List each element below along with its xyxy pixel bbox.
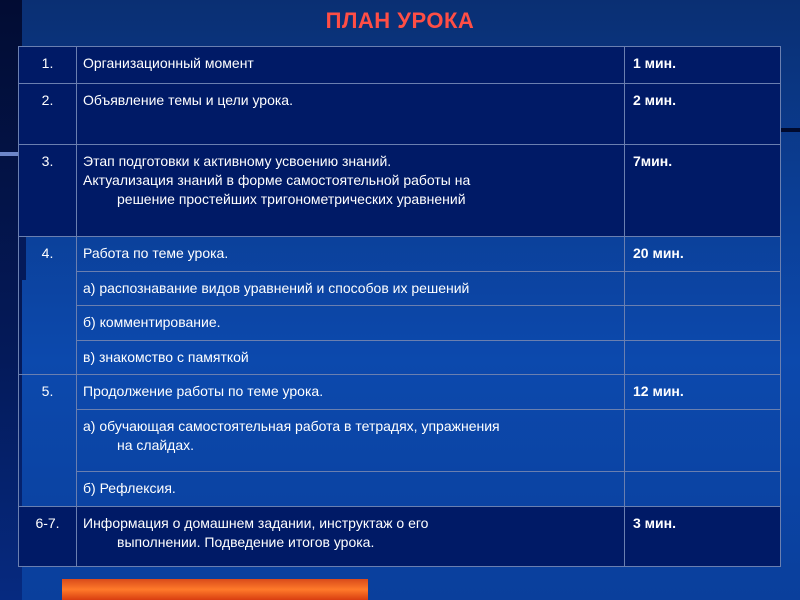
row-description — [77, 272, 625, 306]
row-description — [77, 410, 625, 472]
row-description — [77, 237, 625, 272]
table-row — [19, 47, 781, 84]
row-duration: 20 мин. — [625, 237, 781, 272]
row-number: 4. — [19, 237, 77, 375]
row-description — [77, 472, 625, 507]
description-line: Информация о домашнем задании, инструктаж о его — [83, 515, 429, 531]
slide-title: ПЛАН УРОКА — [325, 8, 475, 33]
row-duration — [625, 341, 781, 375]
description-line: б) Рефлексия. — [83, 480, 176, 496]
description-line: Продолжение работы по теме урока. — [83, 383, 324, 399]
description-line: б) комментирование. — [83, 314, 221, 330]
description-line: решение простейших тригонометрических уравнений — [117, 191, 466, 207]
table-row — [19, 341, 781, 375]
table-row — [19, 507, 781, 567]
table-row — [19, 272, 781, 306]
row-number: 2. — [19, 84, 77, 145]
row-description — [77, 84, 625, 145]
row-duration: 1 мин. — [625, 47, 781, 84]
description-line: Работа по теме урока. — [83, 245, 229, 261]
description-line: а) распознавание видов уравнений и способов их решений — [83, 280, 470, 296]
row-number: 1. — [19, 47, 77, 84]
description-line: на слайдах. — [117, 437, 195, 453]
table-row — [19, 145, 781, 237]
description-line: а) обучающая самостоятельная работа в тетрадях, упражнения — [83, 418, 500, 434]
description-line: Организационный момент — [83, 55, 254, 71]
row-duration: 12 мин. — [625, 375, 781, 410]
row-duration — [625, 410, 781, 472]
row-duration: 7мин. — [625, 145, 781, 237]
row-duration — [625, 306, 781, 341]
table-row — [19, 410, 781, 472]
row-duration — [625, 472, 781, 507]
decorative-orange-bar — [62, 579, 368, 600]
description-line: Этап подготовки к активному усвоению знаний. — [83, 153, 392, 169]
row-description — [77, 47, 625, 84]
row-duration — [625, 272, 781, 306]
row-description — [77, 375, 625, 410]
description-line: в) знакомство с памяткой — [83, 349, 249, 365]
row-description — [77, 507, 625, 567]
table-row — [19, 472, 781, 507]
row-description — [77, 145, 625, 237]
row-description — [77, 306, 625, 341]
row-duration: 3 мин. — [625, 507, 781, 567]
table-row — [19, 306, 781, 341]
row-description — [77, 341, 625, 375]
row-number: 6-7. — [19, 507, 77, 567]
table-row — [19, 237, 781, 272]
table-row — [19, 84, 781, 145]
row-duration: 2 мин. — [625, 84, 781, 145]
description-line: Актуализация знаний в форме самостоятельной работы на — [83, 172, 471, 188]
table-row — [19, 375, 781, 410]
description-line: Объявление темы и цели урока. — [83, 92, 293, 108]
description-line: выполнении. Подведение итогов урока. — [117, 534, 375, 550]
row-number: 3. — [19, 145, 77, 237]
lesson-plan-table — [18, 46, 781, 567]
row-number: 5. — [19, 375, 77, 507]
